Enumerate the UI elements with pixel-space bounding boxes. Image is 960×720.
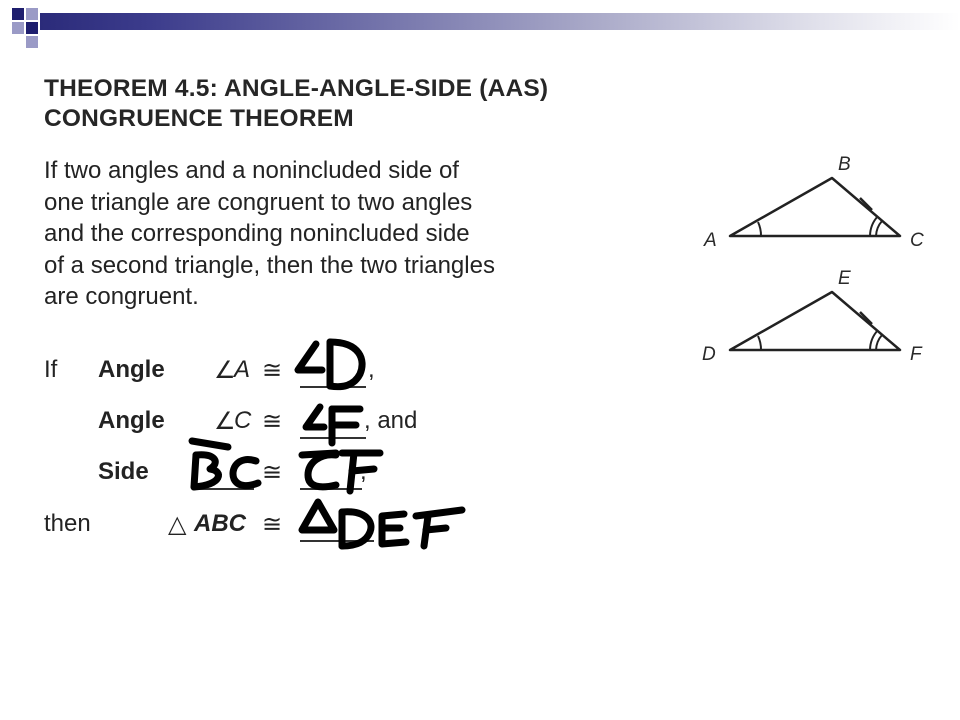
handwritten-answer-angle-d: [290, 336, 370, 394]
statement-line: and the corresponding nonincluded side: [44, 220, 470, 247]
triangle-figure: [690, 150, 940, 380]
angle-f-arc: [876, 335, 882, 350]
triangle-abc: [730, 178, 900, 236]
triangle-diagram: [690, 150, 940, 380]
if-word: If: [44, 356, 58, 383]
vertex-label-c: C: [910, 230, 924, 251]
angle-word: Angle: [98, 356, 165, 383]
theorem-title-line: CONGRUENCE THEOREM: [44, 105, 354, 132]
angle-d-arc: [758, 336, 761, 350]
vertex-label-b: B: [838, 154, 851, 175]
angle-word: Angle: [98, 407, 165, 434]
angle-symbol: ∠: [214, 357, 236, 384]
statement-line: If two angles and a nonincluded side of: [44, 157, 459, 184]
theorem-title-line: THEOREM 4.5: ANGLE-ANGLE-SIDE (AAS): [44, 75, 549, 102]
handwritten-answer-ef: [296, 441, 386, 495]
statement-line: one triangle are congruent to two angles: [44, 188, 473, 216]
angle-c-arc: [876, 221, 882, 236]
handwritten-answer-triangle-def: [296, 496, 476, 552]
proof-row-angle-a: [44, 356, 744, 392]
term-abc: ABC: [194, 510, 246, 537]
congruent-symbol: ≅: [262, 459, 283, 486]
proof-row-angle-c: [44, 407, 744, 443]
term-a: A: [234, 356, 251, 383]
triangle-symbol: △: [168, 511, 187, 538]
vertex-label-d: D: [702, 344, 716, 365]
comma-and: , and: [364, 407, 418, 434]
side-word: Side: [98, 458, 149, 485]
congruent-symbol: ≅: [262, 408, 283, 435]
then-word: then: [44, 510, 91, 537]
proof-row-side: [44, 458, 744, 494]
angle-a-arc: [758, 222, 761, 236]
comma: ,: [368, 356, 375, 383]
vertex-label-a: A: [704, 230, 717, 251]
vertex-label-e: E: [838, 268, 851, 289]
statement-line: of a second triangle, then the two triangles: [44, 251, 495, 279]
congruent-symbol: ≅: [262, 357, 283, 384]
congruent-symbol: ≅: [262, 511, 283, 538]
vertex-label-f: F: [910, 344, 922, 365]
triangle-def: [730, 292, 900, 350]
statement-line: are congruent.: [44, 283, 199, 310]
angle-symbol: ∠: [214, 408, 236, 435]
term-c: C: [234, 407, 252, 434]
handwritten-answer-bc: [182, 433, 264, 493]
comma: ,: [360, 458, 367, 485]
